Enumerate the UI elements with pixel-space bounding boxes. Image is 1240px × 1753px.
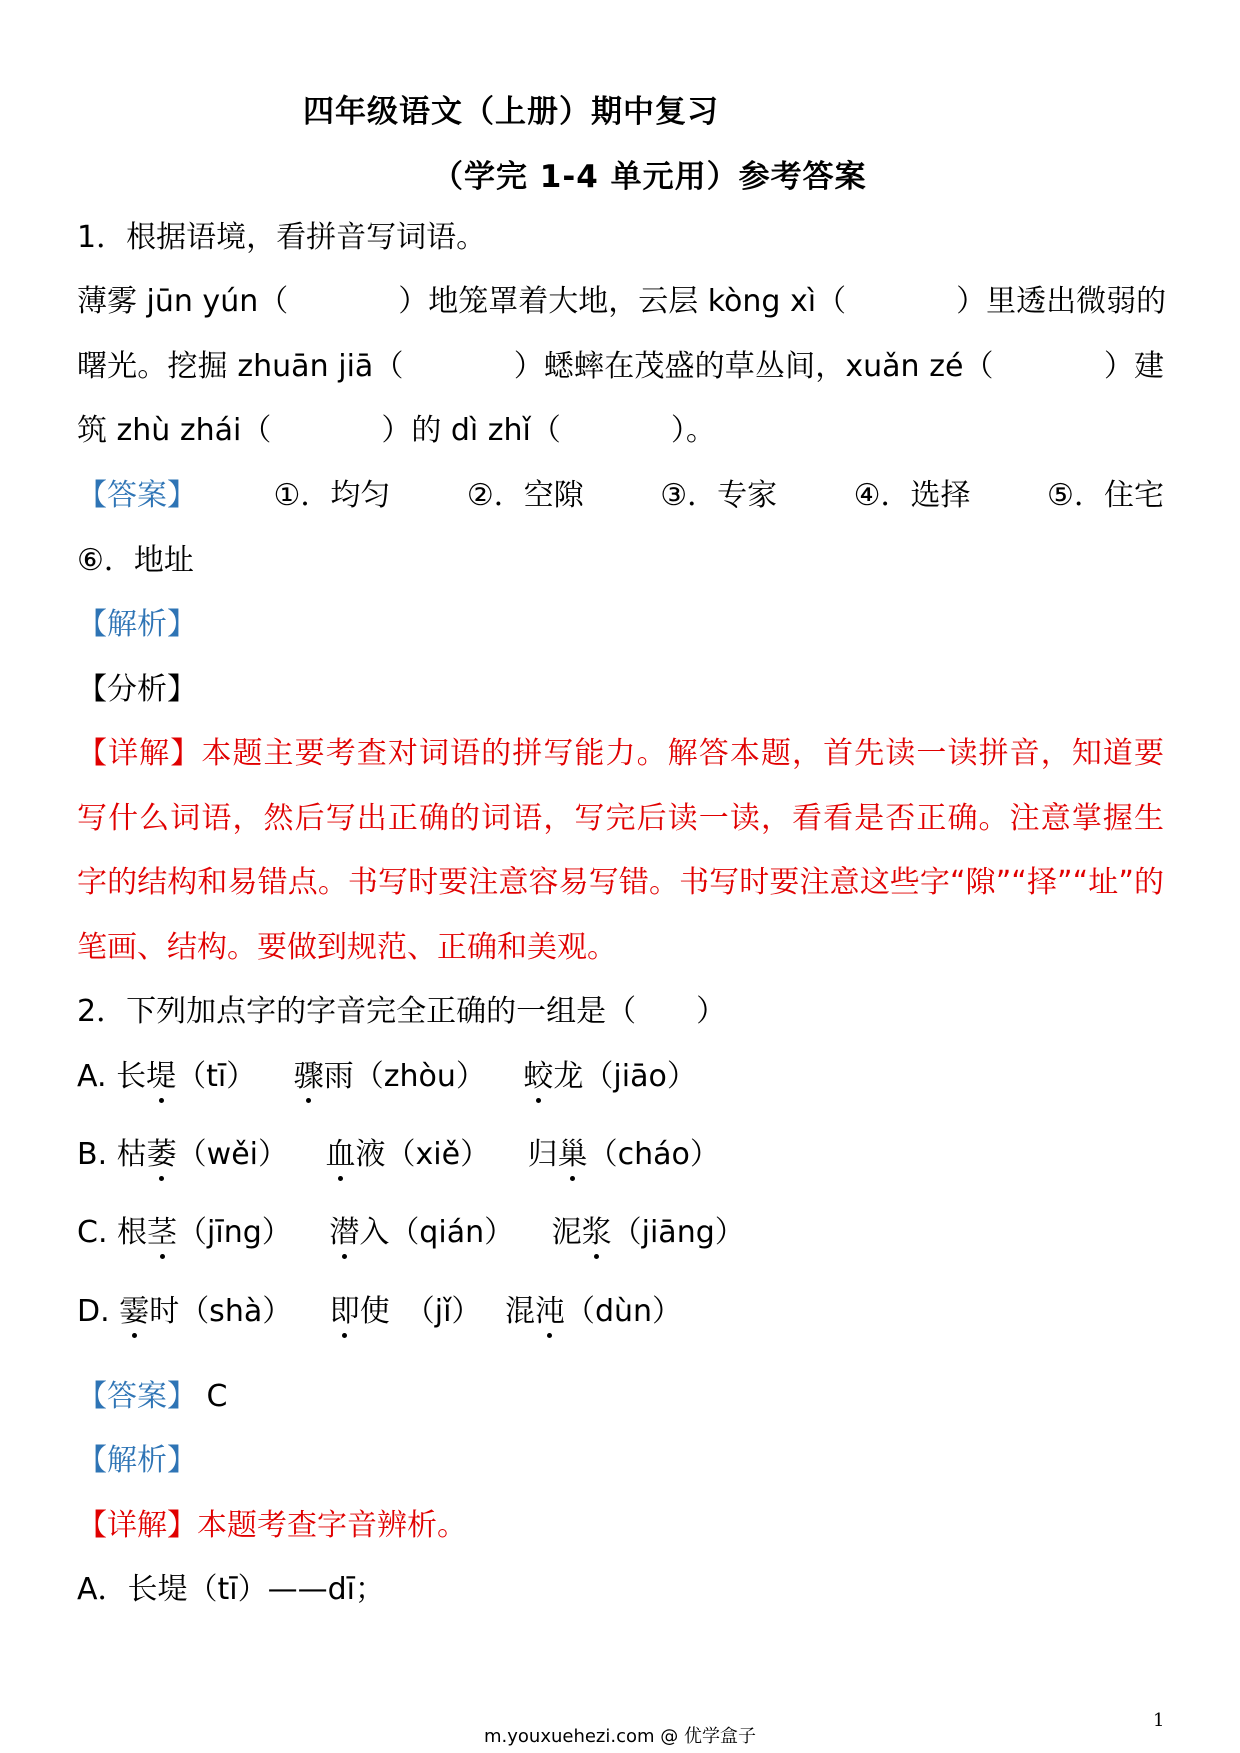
- q1-answer-6: ⑥．地址: [77, 543, 194, 578]
- dotted-char: 骤: [294, 1057, 324, 1097]
- fenxi-tag: 【分析】: [77, 672, 197, 707]
- answer-item: ④．选择: [853, 478, 971, 513]
- option-letter: A.: [77, 1059, 107, 1094]
- q1-text-3c: ）。: [670, 413, 716, 448]
- analysis-tag: 【解析】: [77, 607, 197, 642]
- q1-text-1c: ）里透出微弱的: [956, 284, 1167, 319]
- q1-detail-line: 【详解】本题主要考查对词语的拼写能力。解答本题，首先读一读拼音，知道要: [77, 736, 1164, 771]
- option-letter: C.: [77, 1215, 108, 1250]
- answer-tag: 【答案】: [77, 1379, 197, 1414]
- pinyin: （cháo）: [587, 1137, 720, 1172]
- pinyin: （xiě）: [385, 1137, 491, 1172]
- dotted-char: 茎: [147, 1213, 177, 1253]
- word-char: 入: [359, 1215, 390, 1250]
- option-letter: D.: [77, 1294, 110, 1329]
- q1-text-line-2: [77, 347, 1164, 387]
- pinyin: （jiāng）: [611, 1215, 745, 1250]
- dotted-char: 巢: [558, 1135, 588, 1175]
- q2-option-a: [77, 1057, 1164, 1097]
- q1-text-1b: ）地笼罩着大地，云层 kòng xì（: [398, 284, 847, 319]
- pinyin: （wěi）: [176, 1137, 288, 1172]
- dotted-char: 堤: [146, 1057, 176, 1097]
- answer-tag: 【答案】: [77, 478, 197, 513]
- word-char: 混: [504, 1294, 535, 1329]
- q1-text-line-3: [77, 411, 1164, 451]
- word-char: 长: [116, 1059, 147, 1094]
- answer-item: ③．专家: [660, 478, 778, 513]
- q1-text-2c: ）建: [1103, 349, 1164, 384]
- dotted-char: 浆: [582, 1213, 612, 1253]
- page-number: 1: [1153, 1710, 1165, 1731]
- page-subtitle: （学完 1-4 单元用）参考答案: [432, 159, 867, 195]
- word-char: 龙: [553, 1059, 584, 1094]
- q2-stem: 2．下列加点字的字音完全正确的一组是（ ）: [77, 994, 727, 1029]
- answer-item: ①．均匀: [273, 478, 391, 513]
- pinyin: （zhòu）: [353, 1059, 486, 1094]
- q1-detail-line: 写什么词语，然后写出正确的词语，写完后读一读，看看是否正确。注意掌握生: [77, 801, 1164, 836]
- q1-text-3b: ）的 dì zhǐ（: [381, 413, 561, 448]
- q1-text-2b: ）蟋蟀在茂盛的草丛间，xuǎn zé（: [513, 349, 994, 384]
- pinyin: （dùn）: [564, 1294, 683, 1329]
- word-char: 枯: [116, 1137, 147, 1172]
- word-char: 时: [149, 1294, 180, 1329]
- answer-item: ⑤．住宅: [1047, 478, 1164, 513]
- pinyin: （jīng）: [177, 1215, 292, 1250]
- q1-text-3a: 筑 zhù zhái（: [77, 413, 272, 448]
- word-char: 雨: [323, 1059, 354, 1094]
- dotted-char: 霎: [119, 1292, 149, 1332]
- dotted-char: 血: [326, 1135, 356, 1175]
- q1-answer-row: [77, 476, 1164, 516]
- pinyin: （jǐ）: [389, 1294, 482, 1329]
- dotted-char: 萎: [147, 1135, 177, 1175]
- q2-option-d: [77, 1292, 1164, 1332]
- word-char: 液: [355, 1137, 386, 1172]
- answer-item: ②．空隙: [466, 478, 584, 513]
- q2-option-c: [77, 1213, 1164, 1253]
- dotted-char: 即: [330, 1292, 360, 1332]
- q1-detail-line: 笔画、结构。要做到规范、正确和美观。: [77, 930, 617, 965]
- q2-line-a: A．长堤（tī）——dī；: [77, 1572, 385, 1607]
- q1-text-2a: 曙光。挖掘 zhuān jiā（: [77, 349, 404, 384]
- page-title: 四年级语文（上册）期中复习: [303, 94, 719, 130]
- q1-text-1a: 薄雾 jūn yún（: [77, 284, 289, 319]
- word-char: 归: [527, 1137, 558, 1172]
- q2-option-b: [77, 1135, 1164, 1175]
- word-char: 泥: [551, 1215, 582, 1250]
- q1-text-line-1: [77, 282, 1167, 322]
- pinyin: （jiāo）: [583, 1059, 697, 1094]
- dotted-char: 沌: [535, 1292, 565, 1332]
- word-char: 根: [117, 1215, 148, 1250]
- dotted-char: 潜: [329, 1213, 359, 1253]
- word-char: 使: [359, 1294, 390, 1329]
- pinyin: （tī）: [176, 1059, 257, 1094]
- pinyin: （shà）: [179, 1294, 293, 1329]
- q1-detail-line: 字的结构和易错点。书写时要注意容易写错。书写时要注意这些字“隙”“择”“址”的: [77, 865, 1164, 900]
- q2-answer-row: [77, 1377, 1164, 1417]
- footer-watermark: m.youxuehezi.com @ 优学盒子: [483, 1726, 756, 1747]
- analysis-tag: 【解析】: [77, 1443, 197, 1478]
- q1-stem: 1．根据语境，看拼音写词语。: [77, 220, 487, 255]
- option-letter: B.: [77, 1137, 108, 1172]
- q2-detail: 【详解】本题考查字音辨析。: [77, 1508, 467, 1543]
- pinyin: （qián）: [389, 1215, 515, 1250]
- dotted-char: 蛟: [523, 1057, 553, 1097]
- answer-value: C: [206, 1379, 228, 1414]
